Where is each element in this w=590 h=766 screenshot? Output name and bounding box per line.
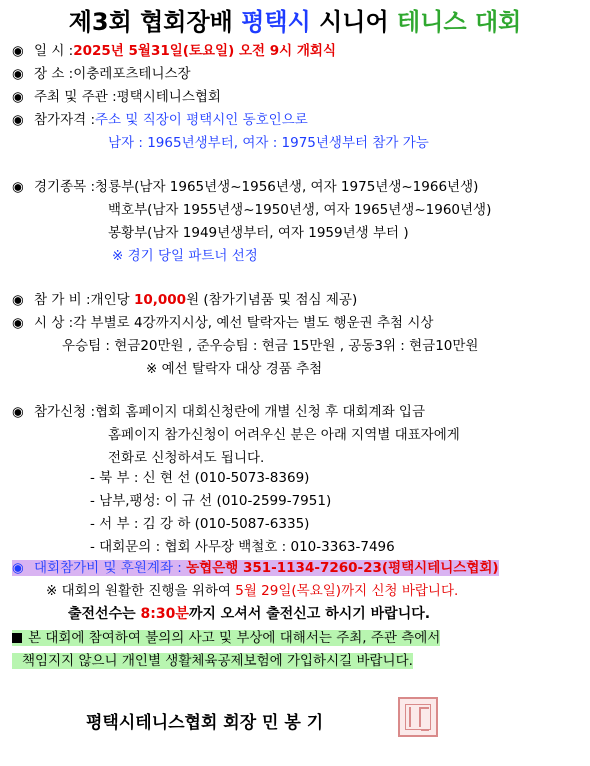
title-event: 테니스 대회	[397, 8, 522, 36]
notice-checkin-suffix: 까지 오셔서 출전신고 하시기 바랍니다.	[188, 606, 431, 622]
awards-line2: 우승팀 : 현금20만원 , 준우승팀 : 현금 15만원 , 공동3위 : 현금10만원	[62, 338, 479, 354]
notice-checkin	[68, 604, 430, 624]
application-line1: 협회 홈페이지 대회신청란에 개별 신청 후 대회계좌 입금	[95, 404, 425, 420]
fee-suffix: 원 (참가기념품 및 점심 제공)	[186, 292, 358, 308]
fee-row	[12, 290, 357, 310]
fee-label: 참 가 비 :	[34, 292, 91, 308]
place-value: 이충레포츠테니스장	[73, 66, 191, 82]
notice-checkin-prefix: 출전선수는	[68, 606, 141, 622]
application-label: 참가신청 :	[34, 404, 96, 420]
date-value: 2025년 5월31일(토요일) 오전 9시 개회식	[73, 43, 336, 59]
host-row	[12, 87, 221, 107]
notice-checkin-time: 8:30분	[140, 606, 189, 622]
title-part3: 시니어	[310, 8, 398, 36]
square-bullet-icon	[12, 633, 22, 643]
events-note: ※ 경기 당일 파트너 선정	[112, 248, 258, 264]
qualification-label: 참가자격 :	[34, 112, 96, 128]
contact-north: - 북 부 : 신 현 선 (010-5073-8369)	[90, 470, 310, 486]
events-line1: 청룡부(남자 1965년생~1956년생, 여자 1975년생~1966년생)	[95, 179, 479, 195]
awards-row	[12, 313, 433, 333]
application-row	[12, 402, 425, 422]
disclaimer-line1	[12, 628, 440, 648]
bullet-icon: ◉	[12, 315, 24, 331]
events-row	[12, 177, 478, 197]
contact-west: - 서 부 : 김 강 하 (010-5087-6335)	[90, 516, 310, 532]
bullet-icon: ◉	[12, 560, 24, 576]
page-title	[0, 2, 590, 37]
disclaimer-text2: 책임지지 않으니 개인별 생활체육공제보험에 가입하시길 바랍니다.	[12, 653, 413, 669]
date-row	[12, 41, 336, 61]
account-label: 대회참가비 및 후원계좌 :	[34, 560, 187, 576]
contact-south: - 남부,팽성: 이 규 선 (010-2599-7951)	[90, 493, 332, 509]
awards-line1: 각 부별로 4강까지시상, 예선 탈락자는 별도 행운권 추첨 시상	[73, 315, 434, 331]
host-value: 평택시테니스협회	[116, 89, 221, 105]
application-line3: 전화로 신청하셔도 됩니다.	[108, 450, 265, 466]
place-row	[12, 64, 191, 84]
contact-inquiry: - 대회문의 : 협회 사무장 백철호 : 010-3363-7496	[90, 539, 395, 555]
title-part1: 제3회 협회장배	[68, 8, 242, 36]
bullet-icon: ◉	[12, 112, 24, 128]
qualification-line2: 남자 : 1965년생부터, 여자 : 1975년생부터 참가 가능	[108, 135, 429, 151]
seal-stamp-icon	[398, 697, 438, 737]
account-row	[12, 558, 499, 578]
bullet-icon: ◉	[12, 404, 24, 420]
place-label: 장 소 :	[34, 66, 74, 82]
bullet-icon: ◉	[12, 66, 24, 82]
disclaimer-text1: 본 대회에 참여하여 불의의 사고 및 부상에 대해서는 주최, 주관 측에서	[28, 630, 441, 646]
signature: 평택시테니스협회 회장 민 봉 기	[86, 713, 324, 733]
notice-deadline-prefix: ※ 대회의 원활한 진행을 위하여	[46, 583, 236, 599]
bullet-icon: ◉	[12, 89, 24, 105]
fee-amount: 10,000	[133, 292, 187, 308]
notice-deadline-date: 5월 29일(목요일)	[235, 583, 342, 599]
fee-prefix: 개인당	[90, 292, 134, 308]
awards-label: 시 상 :	[34, 315, 74, 331]
events-label: 경기종목 :	[34, 179, 96, 195]
disclaimer-line2	[12, 651, 413, 671]
application-line2: 홈페이지 참가신청이 어려우신 분은 아래 지역별 대표자에게	[108, 427, 460, 443]
qualification-row	[12, 110, 308, 130]
host-label: 주최 및 주관 :	[34, 89, 117, 105]
notice-deadline	[46, 581, 458, 601]
awards-note: ※ 예선 탈락자 대상 경품 추첨	[146, 361, 323, 377]
account-value: 농협은행 351-1134-7260-23(평택시테니스협회)	[186, 560, 499, 576]
date-label: 일 시 :	[34, 43, 74, 59]
bullet-icon: ◉	[12, 179, 24, 195]
bullet-icon: ◉	[12, 292, 24, 308]
events-line2: 백호부(남자 1955년생~1950년생, 여자 1965년생~1960년생)	[108, 202, 492, 218]
qualification-line1: 주소 및 직장이 평택시인 동호인으로	[95, 112, 308, 128]
bullet-icon: ◉	[12, 43, 24, 59]
notice-deadline-suffix: 까지 신청 바랍니다.	[341, 583, 459, 599]
events-line3: 봉황부(남자 1949년생부터, 여자 1959년생 부터 )	[108, 225, 409, 241]
title-city: 평택시	[241, 8, 311, 36]
